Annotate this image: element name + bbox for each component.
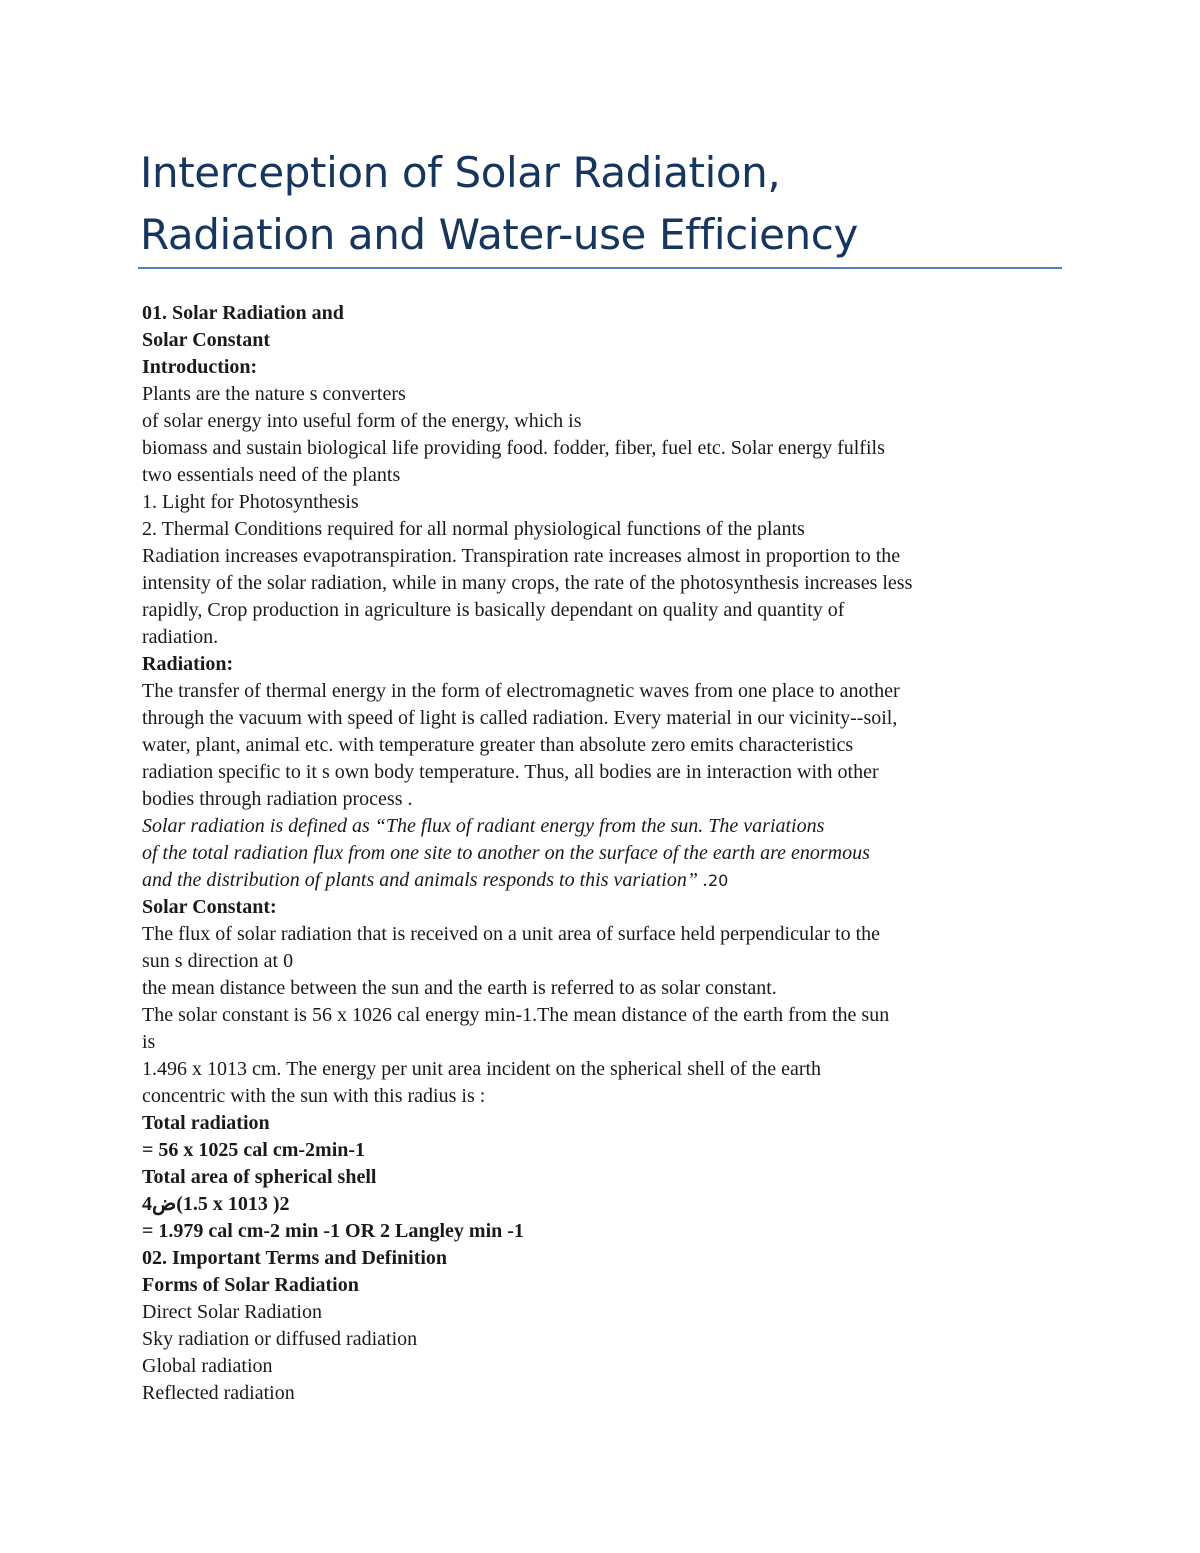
text-line — [142, 732, 1062, 759]
text-line — [142, 1191, 1062, 1218]
text-line-content: radiation specific to it s own body temperature. Thus, all bodies are in interaction with other — [142, 761, 879, 783]
text-line-content: Sky radiation or diffused radiation — [142, 1328, 418, 1350]
text-line — [142, 1056, 1062, 1083]
text-line — [142, 435, 1062, 462]
text-line — [142, 1137, 1062, 1164]
text-line-content: the mean distance between the sun and the earth is referred to as solar constant. — [142, 977, 777, 999]
text-line — [142, 1299, 1062, 1326]
text-line-content: Solar Constant — [142, 329, 270, 351]
title-underline — [138, 267, 1062, 269]
text-line — [142, 1029, 1062, 1056]
text-line — [142, 651, 1062, 678]
text-line-content: concentric with the sun with this radius is : — [142, 1085, 486, 1107]
text-line-content: = 1.979 cal cm-2 min -1 OR 2 Langley min -1 — [142, 1220, 524, 1242]
title-line-2: Radiation and Water-use Efficiency — [140, 210, 858, 259]
text-line — [142, 1353, 1062, 1380]
text-line — [142, 516, 1062, 543]
text-line-content: 1. Light for Photosynthesis — [142, 491, 359, 513]
text-line-content: Total radiation — [142, 1112, 270, 1134]
text-line — [142, 624, 1062, 651]
text-line-content: The solar constant is 56 x 1026 cal energy min-1.The mean distance of the earth from the sun — [142, 1004, 890, 1026]
text-line — [142, 705, 1062, 732]
text-line-content: Radiation increases evapotranspiration. Transpiration rate increases almost in proportion to the — [142, 545, 901, 567]
text-line — [142, 975, 1062, 1002]
text-line — [142, 408, 1062, 435]
text-line — [142, 867, 1062, 894]
text-line-content: Global radiation — [142, 1355, 273, 1377]
text-line — [142, 597, 1062, 624]
text-line — [142, 786, 1062, 813]
text-line — [142, 1083, 1062, 1110]
text-line — [142, 327, 1062, 354]
document-title — [140, 142, 1062, 266]
text-line — [142, 921, 1062, 948]
text-line-content: Forms of Solar Radiation — [142, 1274, 359, 1296]
text-line-content: and the distribution of plants and animals responds to this variation” . — [142, 869, 708, 891]
text-line-content: Radiation: — [142, 653, 234, 675]
text-line-content: Solar Constant: — [142, 896, 277, 918]
text-line — [142, 570, 1062, 597]
text-line-content: through the vacuum with speed of light is called radiation. Every material in our vicinity--soil, — [142, 707, 898, 729]
text-line-content: Plants are the nature s converters — [142, 383, 406, 405]
text-line — [142, 1326, 1062, 1353]
text-line — [142, 1002, 1062, 1029]
text-line-content: Solar radiation is defined as “The flux of radiant energy from the sun. The variations — [142, 815, 825, 837]
text-line-content: is — [142, 1031, 156, 1053]
text-line-content: bodies through radiation process . — [142, 788, 413, 810]
text-line-content: 2. Thermal Conditions required for all normal physiological functions of the plants — [142, 518, 805, 540]
text-line — [142, 462, 1062, 489]
document-body — [142, 300, 1062, 1407]
text-line — [142, 759, 1062, 786]
text-line — [142, 1164, 1062, 1191]
text-line-content: 01. Solar Radiation and — [142, 302, 344, 324]
text-line-content: Introduction: — [142, 356, 258, 378]
text-line-content: Direct Solar Radiation — [142, 1301, 322, 1323]
text-line-content: of solar energy into useful form of the energy, which is — [142, 410, 582, 432]
text-line — [142, 381, 1062, 408]
text-line — [142, 948, 1062, 975]
footnote-ref: 20 — [707, 871, 729, 890]
text-line-content: = 56 x 1025 cal cm-2min-1 — [142, 1139, 366, 1161]
text-line — [142, 1245, 1062, 1272]
text-line — [142, 813, 1062, 840]
text-line — [142, 543, 1062, 570]
text-line — [142, 354, 1062, 381]
text-line — [142, 1110, 1062, 1137]
text-line — [142, 1272, 1062, 1299]
text-line-content: rapidly, Crop production in agriculture is basically dependant on quality and quantity of — [142, 599, 845, 621]
text-line-content: Total area of spherical shell — [142, 1166, 377, 1188]
text-line-content: 4ض(1.5 x 1013 )2 — [142, 1193, 290, 1215]
text-line-content: of the total radiation flux from one site to another on the surface of the earth are enormous — [142, 842, 870, 864]
text-line-content: Reflected radiation — [142, 1382, 295, 1404]
text-line-content: biomass and sustain biological life providing food. fodder, fiber, fuel etc. Solar energy fulfils — [142, 437, 885, 459]
text-line — [142, 894, 1062, 921]
text-line — [142, 489, 1062, 516]
text-line-content: sun s direction at 0 — [142, 950, 294, 972]
text-line — [142, 1218, 1062, 1245]
text-line — [142, 678, 1062, 705]
text-line-content: The flux of solar radiation that is received on a unit area of surface held perpendicular to the — [142, 923, 881, 945]
text-line-content: water, plant, animal etc. with temperature greater than absolute zero emits characteristics — [142, 734, 854, 756]
text-line-content: 02. Important Terms and Definition — [142, 1247, 448, 1269]
text-line — [142, 1380, 1062, 1407]
text-line-content: 1.496 x 1013 cm. The energy per unit area incident on the spherical shell of the earth — [142, 1058, 822, 1080]
text-line-content: radiation. — [142, 626, 219, 648]
text-line-content: intensity of the solar radiation, while in many crops, the rate of the photosynthesis increases less — [142, 572, 913, 594]
title-line-1: Interception of Solar Radiation, — [140, 148, 781, 197]
text-line-content: The transfer of thermal energy in the form of electromagnetic waves from one place to another — [142, 680, 900, 702]
text-line-content: two essentials need of the plants — [142, 464, 401, 486]
text-line — [142, 840, 1062, 867]
text-line — [142, 300, 1062, 327]
